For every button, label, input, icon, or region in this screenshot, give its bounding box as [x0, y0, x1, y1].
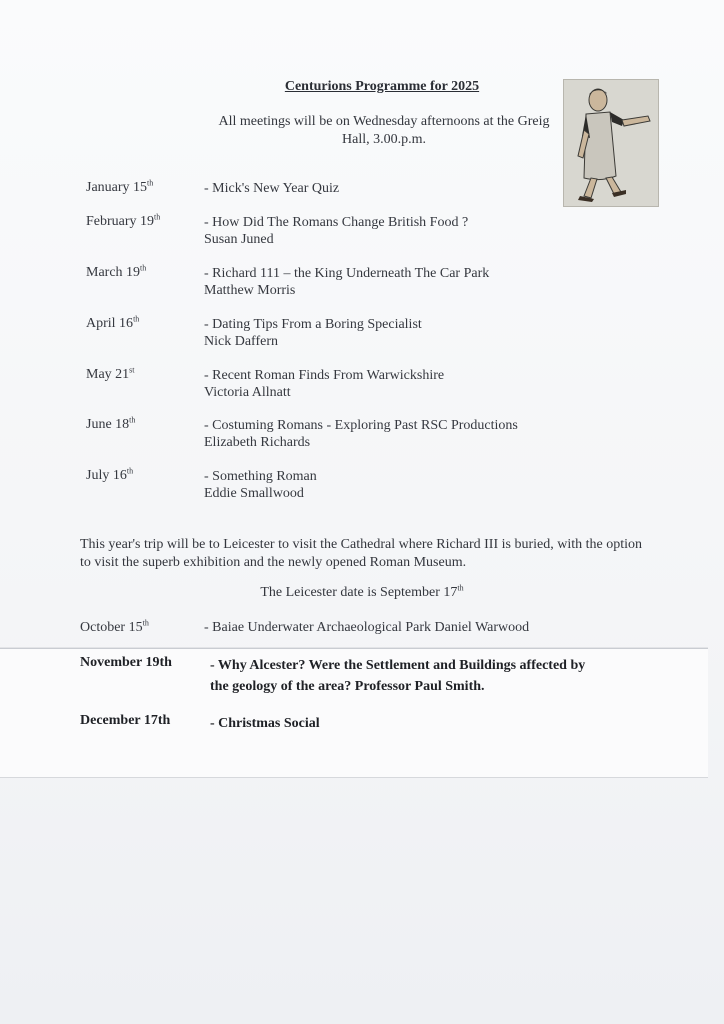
event-speaker: Eddie Smallwood	[204, 486, 304, 501]
event-date: November 19th	[80, 655, 172, 670]
event-date: June 18th	[86, 415, 136, 432]
event-detail	[204, 367, 444, 401]
event-speaker: Victoria Allnatt	[204, 385, 291, 400]
event-detail	[210, 655, 585, 697]
event-date: December 17th	[80, 713, 171, 728]
roman-figure-illustration	[563, 79, 659, 207]
pasted-strip	[0, 648, 708, 777]
event-date: March 19th	[86, 263, 147, 280]
event-detail	[204, 214, 468, 248]
event-title: - Christmas Social	[210, 716, 320, 731]
event-date: October 15th	[80, 618, 149, 635]
event-date: April 16th	[86, 314, 140, 331]
event-title: - Mick's New Year Quiz	[204, 181, 340, 196]
event-detail	[204, 417, 518, 451]
event-title: - Baiae Underwater Archaeological Park Daniel Warwood	[204, 620, 530, 635]
event-title: - Recent Roman Finds From Warwickshire	[204, 368, 445, 383]
meeting-info: All meetings will be on Wednesday afternoons at the Greig Hall, 3.00.p.m.	[218, 114, 550, 147]
event-title: - Why Alcester? Were the Settlement and Buildings affected by	[210, 658, 586, 673]
event-date: July 16th	[86, 466, 134, 483]
event-speaker: the geology of the area? Professor Paul Smith.	[210, 679, 485, 694]
event-date: January 15th	[86, 178, 154, 195]
event-title: - Something Roman	[204, 469, 317, 484]
event-detail	[204, 468, 317, 502]
event-speaker: Elizabeth Richards	[204, 435, 311, 450]
trip-paragraph: This year's trip will be to Leicester to visit the Cathedral where Richard III is buried, with the option to visit the superb exhibition and the newly opened Roman Museum.	[80, 537, 642, 570]
event-speaker: Susan Juned	[204, 232, 274, 247]
page-title: Centurions Programme for 2025	[284, 79, 480, 94]
event-detail	[204, 265, 489, 299]
event-title: - Richard 111 – the King Underneath The Car Park	[204, 266, 490, 281]
event-detail	[204, 316, 422, 350]
event-date: February 19th	[86, 212, 161, 229]
event-title: - Dating Tips From a Boring Specialist	[204, 317, 422, 332]
event-title: - How Did The Romans Change British Food ?	[204, 215, 469, 230]
event-date: May 21st	[86, 365, 135, 382]
event-speaker: Nick Daffern	[204, 334, 278, 349]
event-title: - Costuming Romans - Exploring Past RSC Productions	[204, 418, 518, 433]
leicester-date: The Leicester date is September 17th	[260, 583, 464, 600]
event-speaker: Matthew Morris	[204, 283, 296, 298]
